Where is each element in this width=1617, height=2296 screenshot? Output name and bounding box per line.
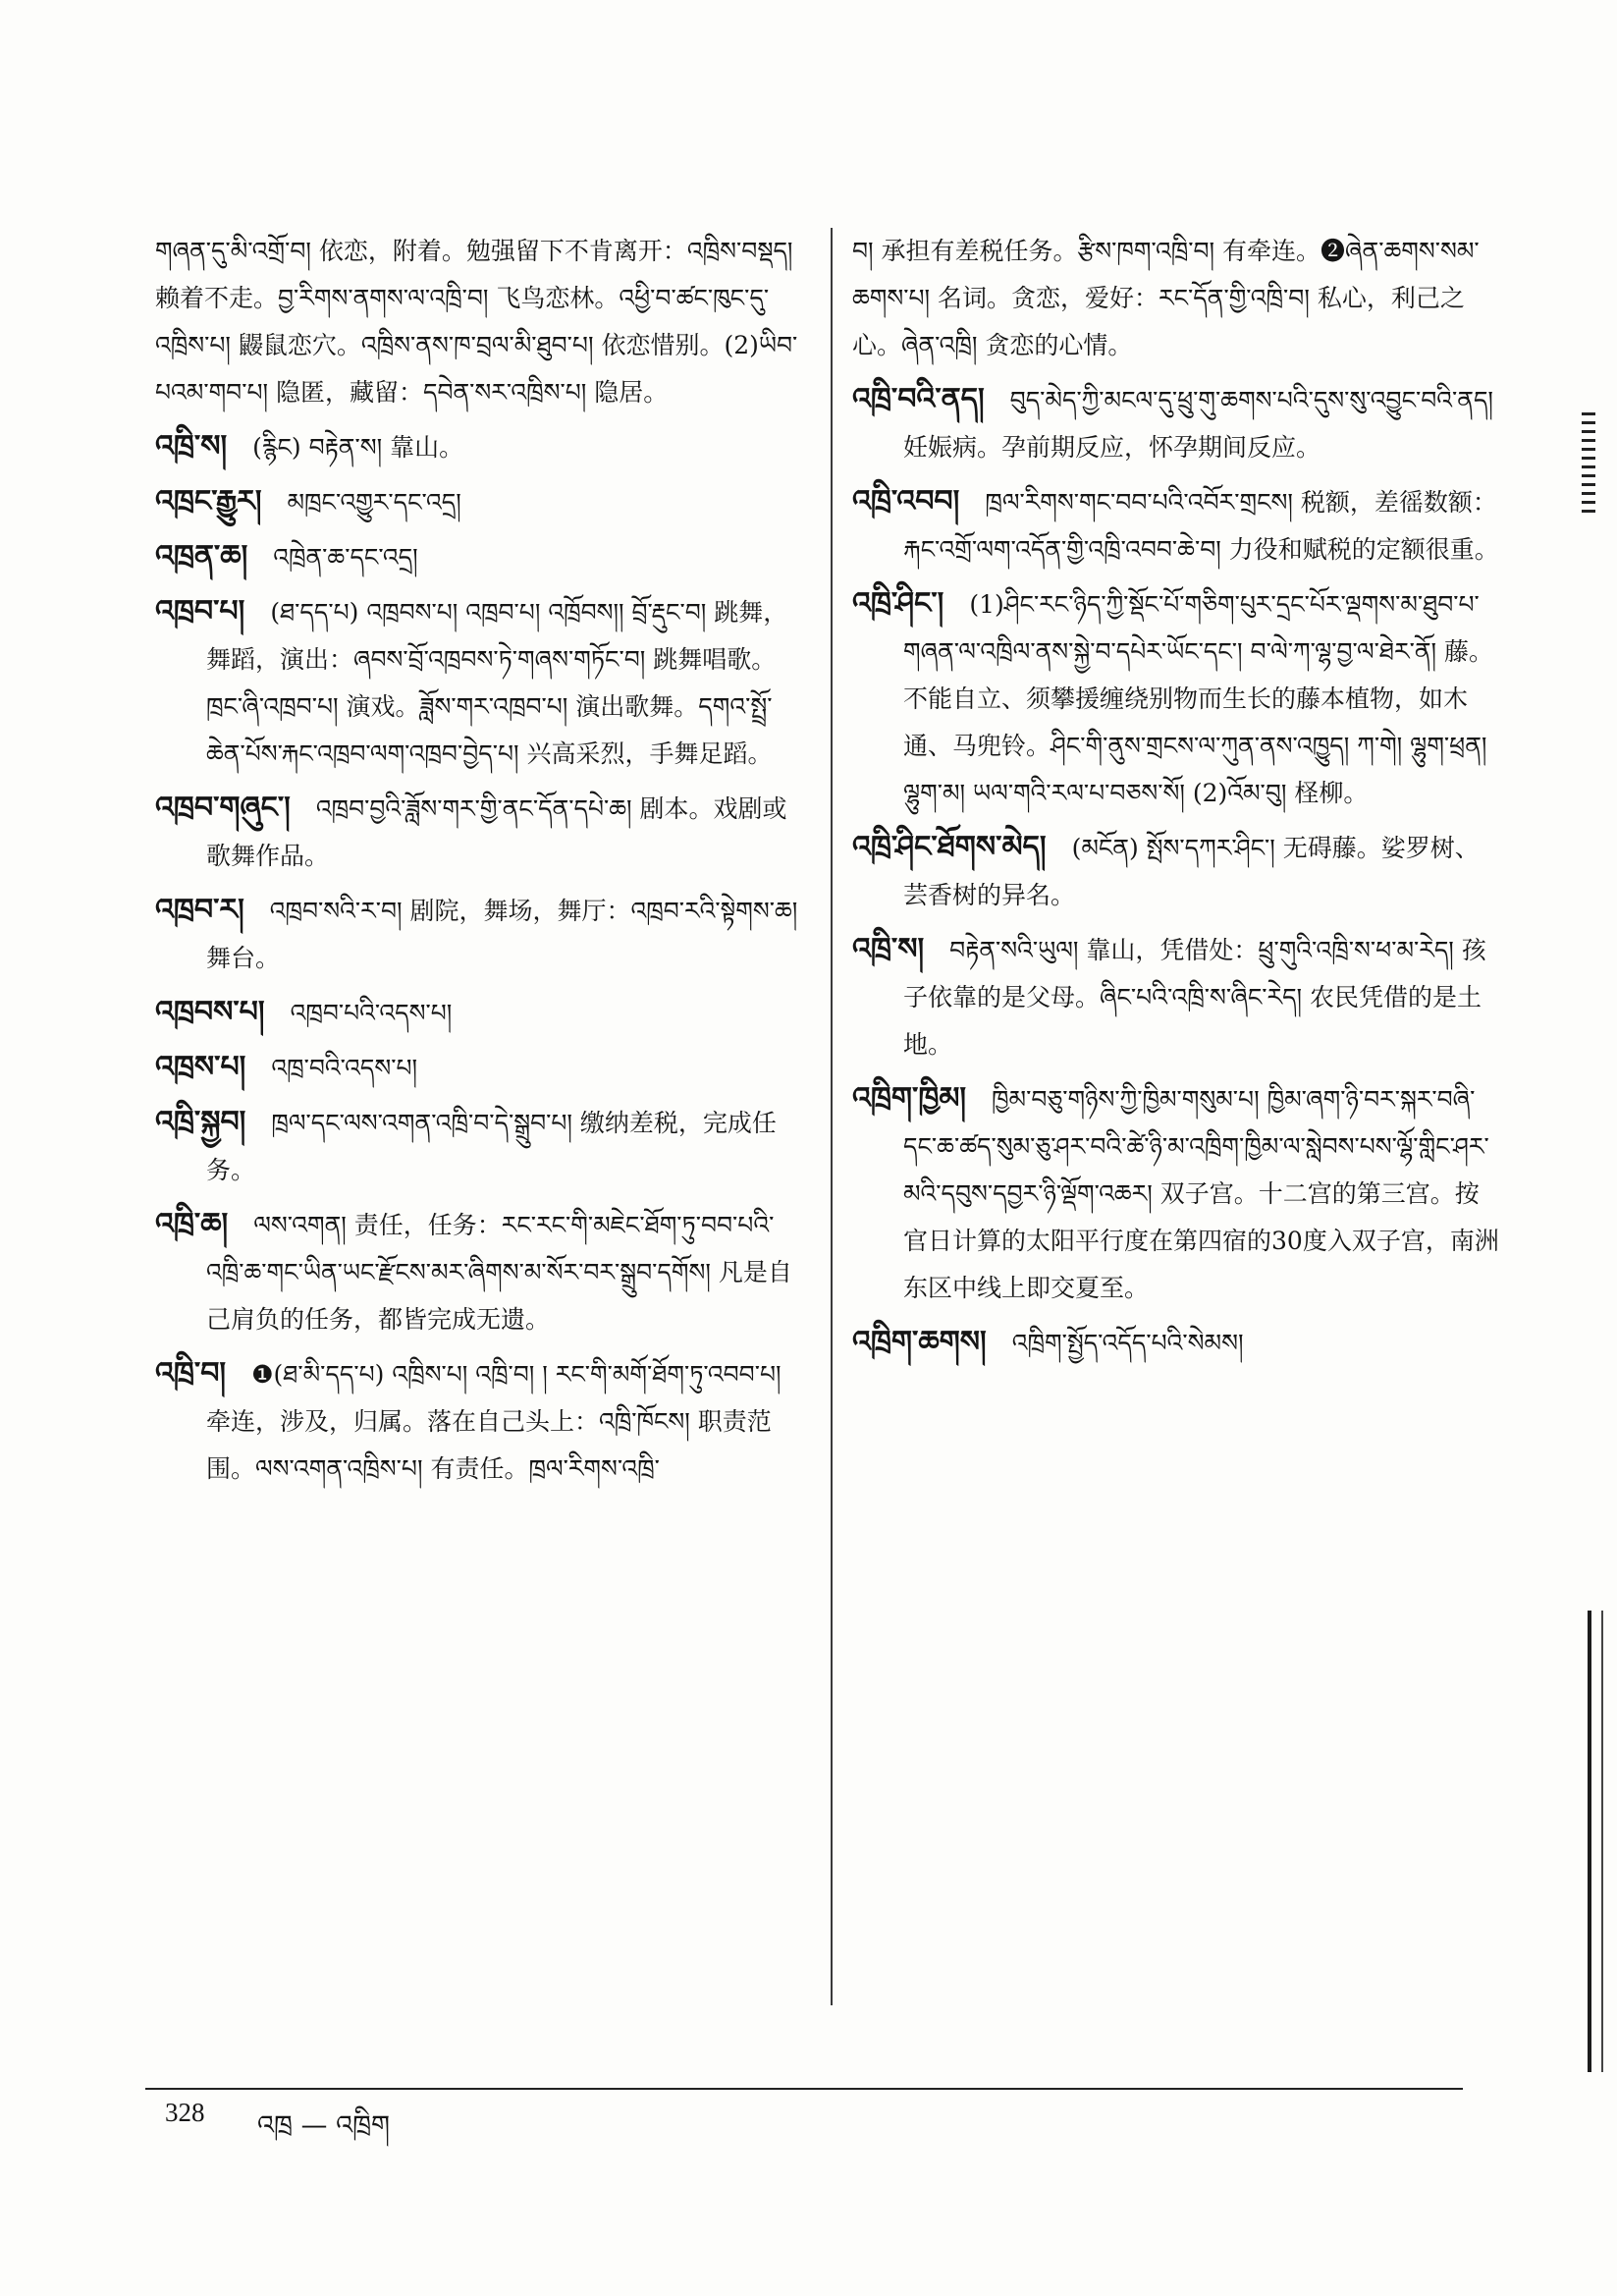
entry-definition: བརྟེན་སའི་ཡུལ། 靠山，凭借处：ཕྲུ་གུའི་འཁྲི་ས་ཕ་མ་རེད། 孩子依靠的是父母。ཞིང་པའི་འཁྲི་ས་ཞིང་རེད། 农民凭借的是土地。: [903, 936, 1486, 1059]
entry: [852, 824, 1502, 919]
entry-definition: འཁྲིག་སྤྱོད་འདོད་པའི་སེམས།: [1011, 1329, 1244, 1357]
entry: [852, 1319, 1502, 1367]
entry-definition: ❶(ཐ་མི་དད་པ) འཁྲིས་པ། འཁྲི་བ། ། རང་གི་མགོ་ཐོག་ཏུ་འབབ་པ། 牵连，涉及，归属。落在自己头上：འཁྲི་ཁོངས། 职责范围。ལས་འགན་འཁྲིས་པ། 有责任。ཁྲལ་རིགས་འཁྲི་: [206, 1360, 782, 1483]
entry-definition: འཁྲ་བའི་འདས་པ།: [271, 1054, 418, 1082]
entry: [155, 1044, 803, 1092]
entry-definition: བ། 承担有差税任务。རྩིས་ཁག་འཁྲི་བ། 有牵连。❷ཞེན་ཆགས་སམ་ཆགས་པ། 名词。贪恋，爱好：རང་དོན་གྱི་འཁྲི་བ། 私心，利己之心。ཞེན་འཁྲི། 贪恋的心情。: [852, 237, 1480, 359]
entry-headword: འཁྲི་ས།: [852, 932, 925, 966]
entry-headword: འཁྲིག་ཆགས།: [852, 1325, 987, 1359]
entry: [852, 228, 1502, 369]
entry-headword: འཁྲི་ཤིང་ཐོགས་མེད།: [852, 830, 1047, 864]
entry: [852, 926, 1502, 1068]
entry-headword: འཁྲི་ཤིང་།: [852, 586, 944, 621]
entry-definition: (མངོན) སྤོས་དཀར་ཤིང་། 无碍藤。娑罗树、芸香树的异名。: [903, 834, 1480, 909]
entry: [155, 785, 803, 880]
page-number: 328: [165, 2098, 205, 2127]
entry-definition: གཞན་དུ་མི་འགྲོ་བ། 依恋，附着。勉强留下不肯离开：འཁྲིས་བསྡད། 赖着不走。བྱ་རིགས་ནགས་ལ་འཁྲི་བ། 飞鸟恋林。འཕྱི་བ་ཚང་ཁུང་དུ་འཁྲིས་པ། 鼹鼠恋穴。འཁྲིས་ནས་ཁ་བྲལ་མི་ཐུབ་པ། 依恋惜别。(2)ཡིབ་པའམ་གབ་པ། 隐匿，藏留：དབེན་སར་འཁྲིས་པ། 隐居。: [155, 237, 798, 407]
entry-headword: འཁྲི་འབབ།: [852, 484, 960, 519]
entry-headword: འཁྲི་བའི་ནད།: [852, 382, 985, 416]
entry-definition: (ཐ་དད་པ) འཁྲབས་པ། འཁྲབ་པ། འཁྲོབས།། བྲོ་རྡུང་བ། 跳舞，舞蹈，演出：ཞབས་བྲོ་འཁྲབས་ཏེ་གཞས་གཏོང་བ། 跳舞唱歌。ཁྲང་ཞི་འཁྲབ་པ། 演戏。ཟློས་གར་འཁྲབ་པ། 演出歌舞。དགའ་སྤྲོ་ཆེན་པོས་རྐང་འཁྲབ་ལག་འཁྲབ་བྱེད་པ། 兴高采烈，手舞足蹈。: [206, 598, 788, 768]
entry-definition: འཁྲེན་ཆ་དང་འདྲ།: [273, 543, 418, 572]
entry-headword: འཁྲས་པ།: [155, 1050, 246, 1084]
entry-headword: འཁྲང་རྒྱུར།: [155, 484, 262, 519]
right-column: [852, 228, 1502, 1374]
entry: [155, 533, 803, 581]
entry-definition: ཁྱིམ་བཅུ་གཉིས་ཀྱི་ཁྱིམ་གསུམ་པ། ཁྱིམ་ཞག་ཉི་བར་སྐར་བཞི་དང་ཆ་ཚད་སུམ་ཅུ་ཤར་བའི་ཚེ་ཉི་མ་འཁྲིག་ཁྱིམ་ལ་སླེབས་པས་ལྷོ་གླིང་ཤར་མའི་དབུས་དབྱར་ཉི་ལྡོག་འཆར། 双子宫。十二宫的第三宫。按官日计算的太阳平行度在第四宿的30度入双子宫，南洲东区中线上即交夏至。: [903, 1085, 1499, 1302]
scan-edge-mark: [1588, 1611, 1603, 2072]
entry-definition: (1)ཤིང་རང་ཉིད་ཀྱི་སྡོང་པོ་གཅིག་པུར་དྲང་པོར་ལྡགས་མ་ཐུབ་པ་གཞན་ལ་འཁྲིལ་ནས་སྐྱེ་བ་དཔེར་ཡོང་དང་། བ་ལེ་ཀ་ལྷ་བྱ་ལ་ཐེར་ནོ། 藤。不能自立、须攀援缠绕别物而生长的藤本植物，如木通、马兜铃。ཤིང་གི་ནུས་གྲངས་ལ་ཀུན་ནས་འཁྱུད། ཀ་གེ། ལྷུག་ཕྲན། ལྷུག་མ། ཡལ་གའི་རལ་པ་བཅས་སོ། (2)འོམ་བུ། 柽柳。: [903, 590, 1493, 807]
entry-headword: འཁྲི་ས།: [155, 429, 228, 464]
entry-definition: མཁྲང་འགྱུར་དང་འདྲ།: [287, 488, 461, 517]
entry-headword: འཁྲི་བ།: [155, 1356, 227, 1391]
entry: [155, 989, 803, 1037]
entry: [852, 1075, 1502, 1312]
entry: [852, 478, 1502, 574]
entry-definition: བུད་མེད་ཀྱི་མངལ་དུ་ཕྲུ་གུ་ཆགས་པའི་དུས་སུ་འབྱུང་བའི་ནད། 妊娠病。孕前期反应，怀孕期间反应。: [903, 386, 1493, 462]
entry-definition: འཁྲབ་པའི་འདས་པ།: [290, 999, 453, 1027]
entry-headword: འཁྲི་ཆ།: [155, 1207, 229, 1241]
entry: [852, 580, 1502, 817]
entry: [155, 887, 803, 982]
entry-headword: འཁྲབ་ར།: [155, 893, 244, 927]
entry-definition: ཁྲལ་དང་ལས་འགན་འཁྲི་བ་དེ་སྒྲུབ་པ། 缴纳差税，完成任务。: [206, 1109, 777, 1184]
entry-headword: འཁྲི་སྐྱབ།: [155, 1105, 246, 1139]
entry-definition: འཁྲབ་སའི་ར་བ། 剧院，舞场，舞厅：འཁྲབ་རའི་སྟེགས་ཆ། 舞台。: [206, 897, 798, 972]
entry: [852, 376, 1502, 471]
entry: [155, 1099, 803, 1194]
entry-headword: འཁྲབས་པ།: [155, 995, 265, 1029]
entry-headword: འཁྲབ་གཞུང་།: [155, 791, 291, 825]
footer-rule: [145, 2088, 1463, 2090]
entry: [155, 423, 803, 471]
entry-definition: ལས་འགན། 责任，任务：རང་རང་གི་མཇེང་ཐོག་ཏུ་བབ་པའི་འཁྲི་ཆ་གང་ཡིན་ཡང་རྫོངས་མར་ཞིགས་མ་སོར་བར་སྒྲུབ་དགོས། 凡是自己肩负的任务，都皆完成无遗。: [206, 1211, 792, 1334]
scan-edge-mark: [1582, 412, 1595, 519]
entry: [155, 588, 803, 778]
entry-definition: ཁྲལ་རིགས་གང་བབ་པའི་འབོར་གྲངས། 税额，差徭数额：རྐང་འགྲོ་ལག་འདོན་གྱི་འཁྲི་འབབ་ཆེ་བ། 力役和赋税的定额很重。: [903, 488, 1499, 564]
entry: [155, 1201, 803, 1343]
entry-definition: འཁྲབ་བྱའི་ཟློས་གར་གྱི་ནང་དོན་དཔེ་ཆ། 剧本。戏剧或歌舞作品。: [206, 794, 787, 870]
left-column: [155, 228, 803, 1500]
entry: [155, 1350, 803, 1493]
entry-headword: འཁྲན་ཆ།: [155, 539, 248, 574]
entry: [155, 228, 803, 416]
entry-headword: འཁྲིག་ཁྱིམ།: [852, 1081, 967, 1116]
entry-definition: (རྙིང) བརྟེན་ས། 靠山。: [252, 433, 464, 462]
entry: [155, 478, 803, 526]
running-head: འཁྲ — འཁྲིག: [257, 2110, 390, 2141]
entry-headword: འཁྲབ་པ།: [155, 594, 245, 629]
column-divider: [831, 228, 833, 2005]
